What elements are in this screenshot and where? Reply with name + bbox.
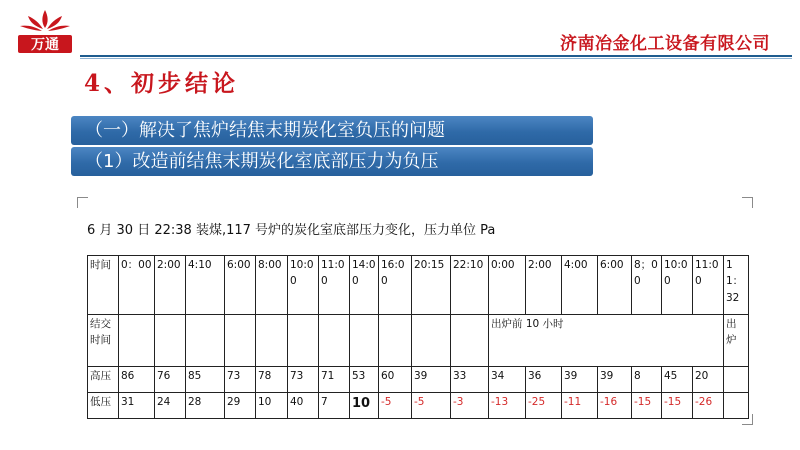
low-cell-negative: -13 — [489, 393, 526, 419]
table-caption: 6 月 30 日 22:38 装煤,117 号炉的炭化室底部压力变化，压力单位 Pa — [87, 223, 496, 238]
time-cell: 2:00 — [155, 256, 186, 315]
low-cell: 40 — [288, 393, 319, 419]
empty-cell — [155, 315, 186, 367]
low-cell-negative: -25 — [526, 393, 562, 419]
high-pressure-row — [88, 367, 749, 393]
row-header-time: 时间 — [88, 256, 119, 315]
low-pressure-row — [88, 393, 749, 419]
high-cell: 39 — [562, 367, 598, 393]
low-cell: 29 — [225, 393, 256, 419]
high-cell: 60 — [379, 367, 412, 393]
empty-cell — [412, 315, 451, 367]
empty-cell — [119, 315, 155, 367]
low-cell-negative: -3 — [451, 393, 489, 419]
low-cell: 7 — [319, 393, 350, 419]
empty-cell — [379, 315, 412, 367]
empty-cell — [319, 315, 350, 367]
high-cell: 39 — [598, 367, 632, 393]
low-cell-negative: -15 — [632, 393, 662, 419]
discharge-note: 出炉 — [724, 315, 749, 367]
high-cell: 34 — [489, 367, 526, 393]
low-cell-negative: -5 — [379, 393, 412, 419]
low-cell: 10 — [350, 393, 379, 419]
row-header-low: 低压 — [88, 393, 119, 419]
time-cell: 0:00 — [489, 256, 526, 315]
low-cell-negative: -11 — [562, 393, 598, 419]
crop-mark-top-right — [742, 197, 753, 208]
header-divider — [80, 55, 792, 57]
subheading-bar-1: （一）解决了焦炉结焦末期炭化室负压的问题 — [71, 116, 593, 145]
low-cell: 10 — [256, 393, 288, 419]
high-cell: 20 — [693, 367, 724, 393]
low-cell: 24 — [155, 393, 186, 419]
time-cell: 4:10 — [186, 256, 225, 315]
low-cell: 31 — [119, 393, 155, 419]
company-name: 济南冶金化工设备有限公司 — [560, 34, 770, 54]
time-row — [88, 256, 749, 315]
time-cell: 6:00 — [598, 256, 632, 315]
low-cell-negative: -16 — [598, 393, 632, 419]
logo-graphic — [14, 6, 76, 56]
high-cell: 39 — [412, 367, 451, 393]
high-cell: 53 — [350, 367, 379, 393]
high-cell: 8 — [632, 367, 662, 393]
time-cell: 11:00 — [693, 256, 724, 315]
company-logo — [14, 6, 76, 56]
high-cell: 33 — [451, 367, 489, 393]
pressure-table — [87, 255, 749, 419]
time-cell: 11：32 — [724, 256, 749, 315]
empty-cell — [350, 315, 379, 367]
low-cell — [724, 393, 749, 419]
high-cell: 71 — [319, 367, 350, 393]
time-cell: 10:00 — [662, 256, 693, 315]
time-cell: 4:00 — [562, 256, 598, 315]
empty-cell — [225, 315, 256, 367]
low-cell-negative: -5 — [412, 393, 451, 419]
row-header-high: 高压 — [88, 367, 119, 393]
high-cell: 85 — [186, 367, 225, 393]
high-cell: 76 — [155, 367, 186, 393]
low-cell: 28 — [186, 393, 225, 419]
section-title: 4、初步结论 — [84, 70, 240, 97]
subheading-bar-2: （1）改造前结焦末期炭化室底部压力为负压 — [71, 147, 593, 176]
time-cell: 14:00 — [350, 256, 379, 315]
time-cell: 10:00 — [288, 256, 319, 315]
time-cell: 20:15 — [412, 256, 451, 315]
low-cell-negative: -26 — [693, 393, 724, 419]
time-cell: 0：00 — [119, 256, 155, 315]
time-cell: 2:00 — [526, 256, 562, 315]
time-cell: 8；00 — [632, 256, 662, 315]
high-cell: 78 — [256, 367, 288, 393]
row-header-coking-time: 结交时间 — [88, 315, 119, 367]
header-divider-thin — [80, 58, 792, 59]
high-cell: 45 — [662, 367, 693, 393]
time-cell: 8:00 — [256, 256, 288, 315]
svg-text:万通: 万通 — [31, 37, 59, 53]
empty-cell — [451, 315, 489, 367]
before-discharge-note: 出炉前 10 小时 — [489, 315, 724, 367]
empty-cell — [186, 315, 225, 367]
high-cell — [724, 367, 749, 393]
high-cell: 36 — [526, 367, 562, 393]
high-cell: 73 — [225, 367, 256, 393]
crop-mark-top-left — [77, 197, 88, 208]
time-cell: 11:00 — [319, 256, 350, 315]
time-cell: 16:00 — [379, 256, 412, 315]
empty-cell — [256, 315, 288, 367]
empty-cell — [288, 315, 319, 367]
coking-time-row — [88, 315, 749, 367]
high-cell: 73 — [288, 367, 319, 393]
high-cell: 86 — [119, 367, 155, 393]
low-cell-negative: -15 — [662, 393, 693, 419]
time-cell: 6:00 — [225, 256, 256, 315]
time-cell: 22:10 — [451, 256, 489, 315]
